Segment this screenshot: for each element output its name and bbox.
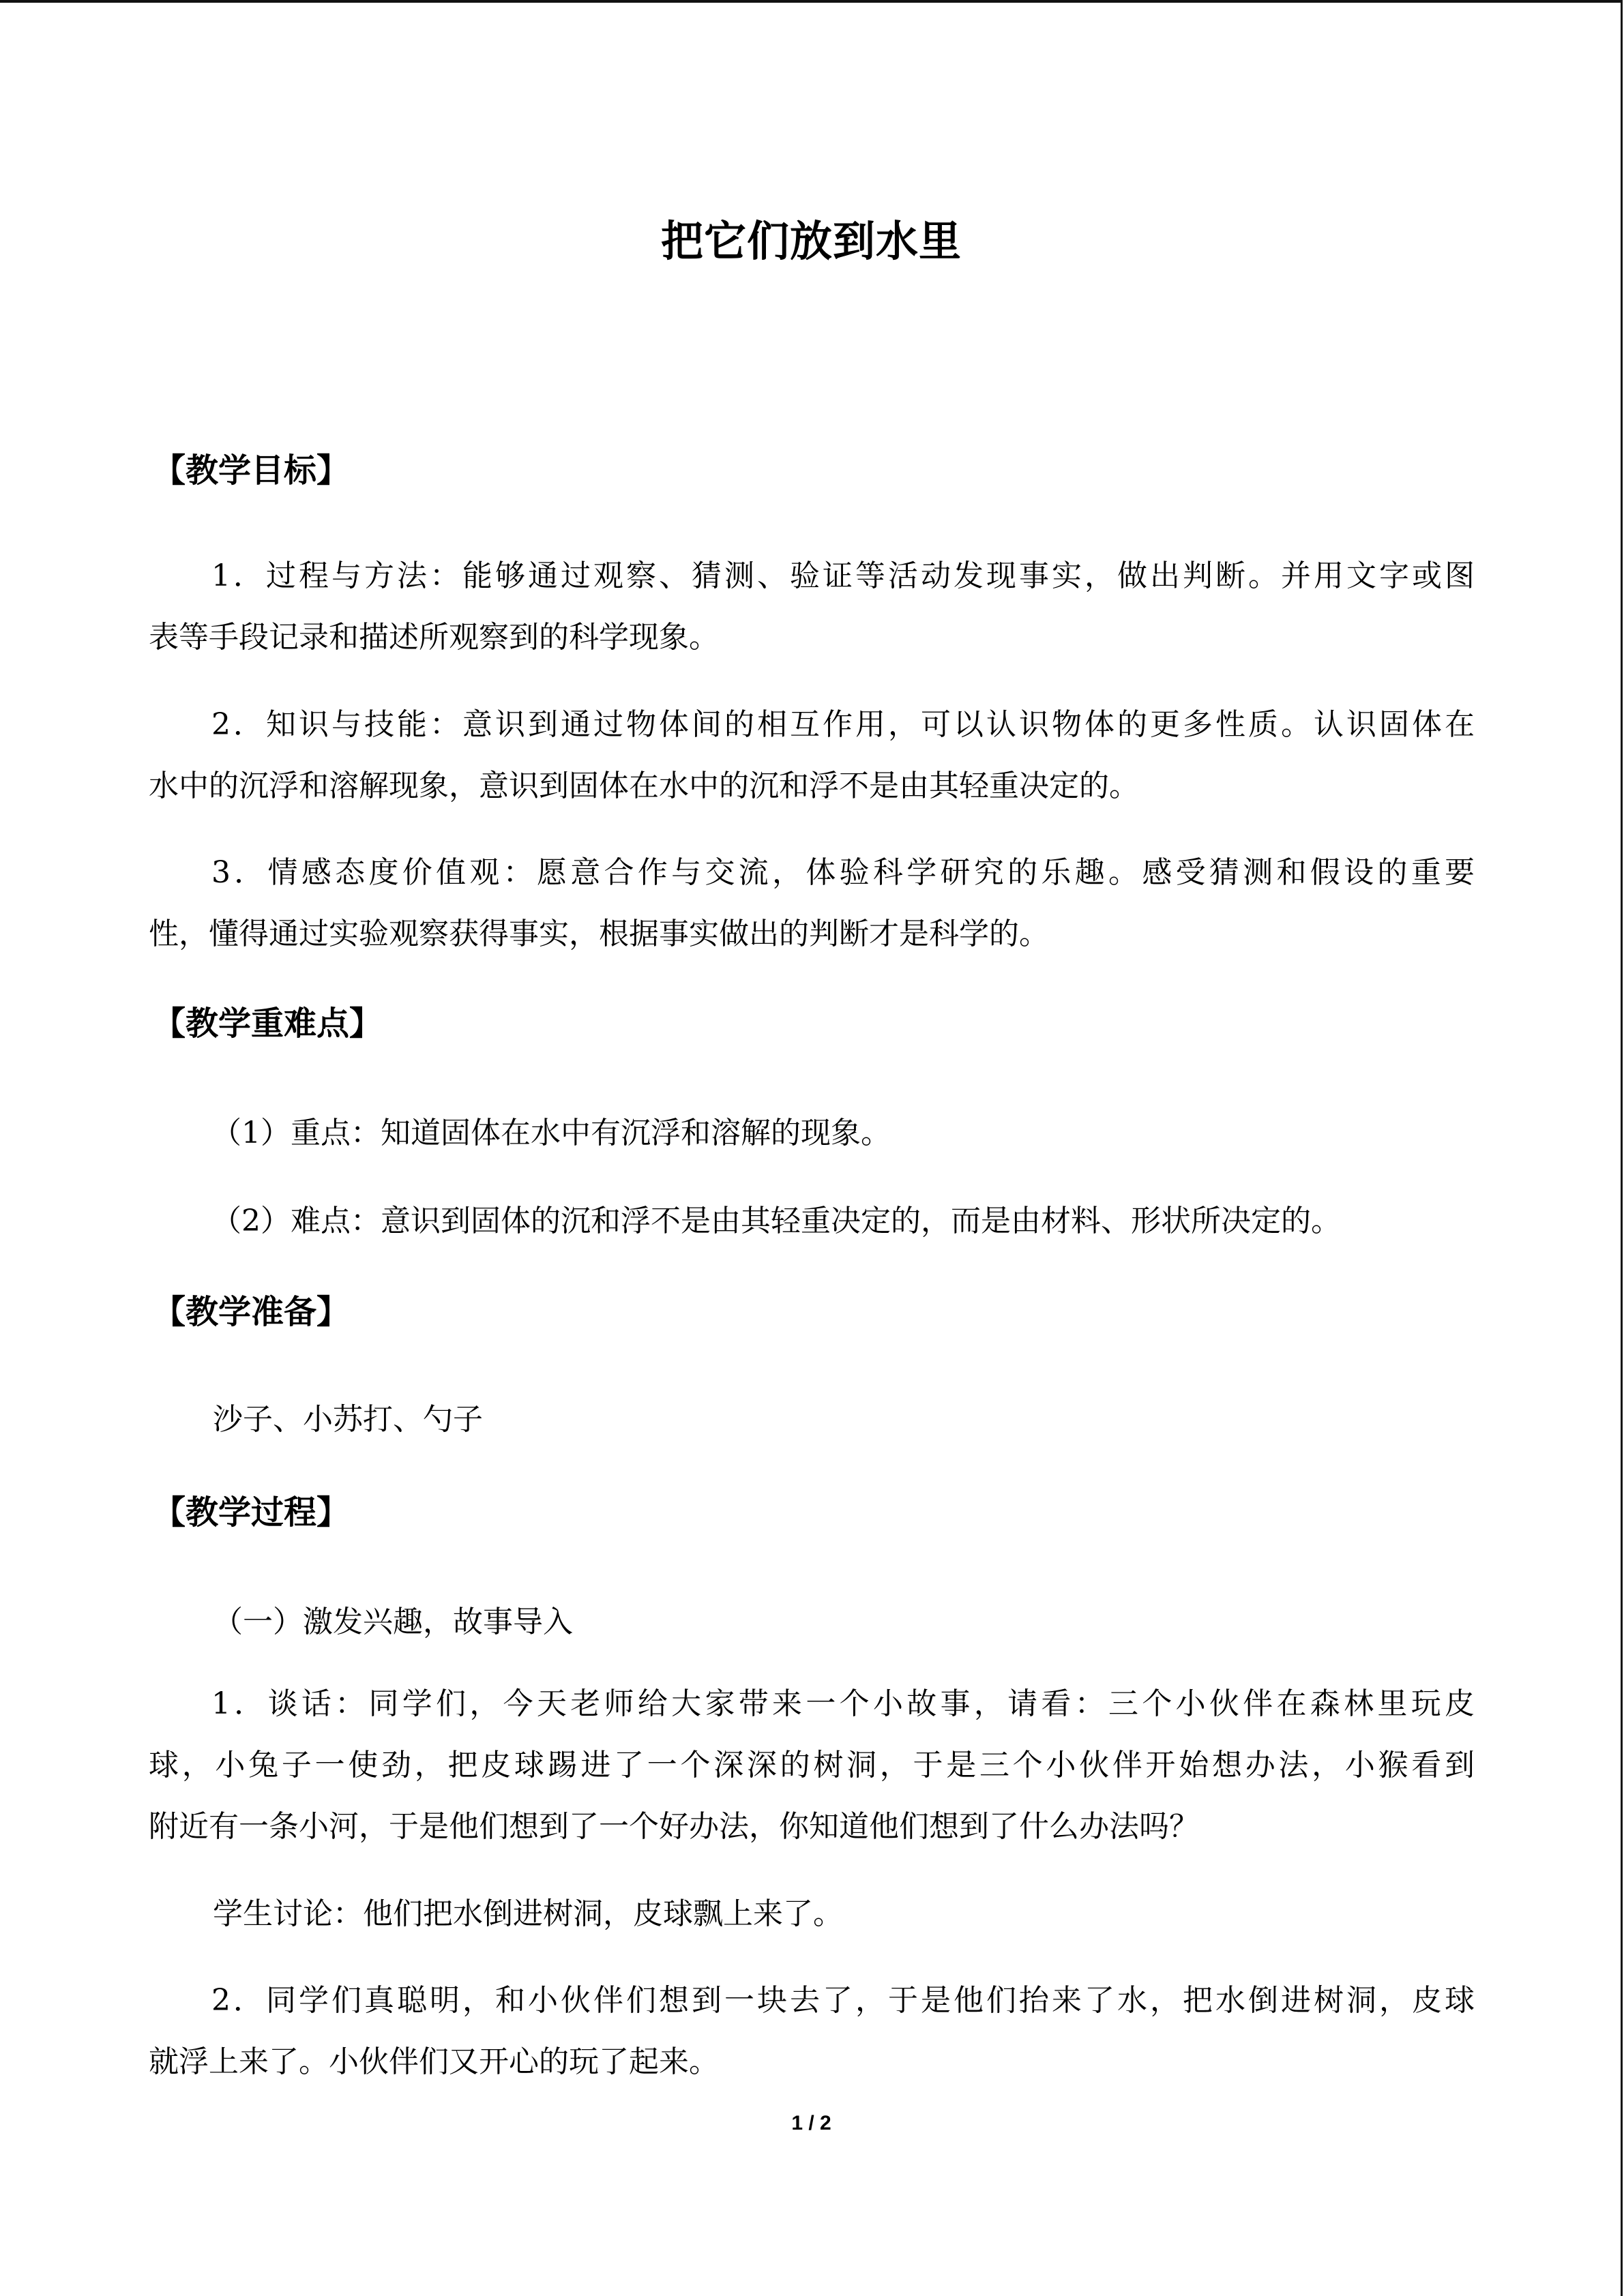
paragraph-line: 附近有一条小河，于是他们想到了一个好办法，你知道他们想到了什么办法吗？	[149, 1809, 1199, 1844]
paragraph-line: 球，小兔子一使劲，把皮球踢进了一个深深的树洞，于是三个小伙伴开始想办法，小猴看到	[149, 1748, 1475, 1783]
paragraph-line: 2．同学们真聪明，和小伙伴们想到一块去了，于是他们抬来了水，把水倒进树洞，皮球	[211, 1983, 1475, 2018]
key-point-focus: （1）重点：知道固体在水中有沉浮和溶解的现象。	[211, 1116, 891, 1150]
paragraph-line: 1．过程与方法：能够通过观察、猜测、验证等活动发现事实，做出判断。并用文字或图	[211, 558, 1475, 593]
paragraph-line: 1．谈话：同学们，今天老师给大家带来一个小故事，请看：三个小伙伴在森林里玩皮	[211, 1686, 1475, 1721]
key-point-difficulty: （2）难点：意识到固体的沉和浮不是由其轻重决定的，而是由材料、形状所决定的。	[211, 1204, 1341, 1238]
paragraph-line: 就浮上来了。小伙伴们又开心的玩了起来。	[149, 2044, 719, 2079]
page-number: 1 / 2	[791, 2112, 831, 2134]
document-title: 把它们放到水里	[660, 216, 962, 266]
preparation-materials: 沙子、小苏打、勺子	[213, 1402, 483, 1437]
process-subheading: （一）激发兴趣，故事导入	[213, 1605, 573, 1639]
paragraph-line: 水中的沉浮和溶解现象，意识到固体在水中的沉和浮不是由其轻重决定的。	[149, 769, 1139, 803]
process-paragraph-1	[149, 1673, 1475, 1858]
section-heading-key-points: 【教学重难点】	[153, 1004, 383, 1043]
process-paragraph-2	[149, 1970, 1475, 2093]
paragraph-line: 性，懂得通过实验观察获得事实，根据事实做出的判断才是科学的。	[149, 916, 1049, 951]
objective-item-2	[149, 694, 1475, 817]
section-heading-preparation: 【教学准备】	[153, 1293, 350, 1331]
process-student-discussion: 学生讨论：他们把水倒进树洞，皮球飘上来了。	[213, 1896, 843, 1931]
objective-item-3	[149, 842, 1475, 965]
section-heading-process: 【教学过程】	[153, 1493, 350, 1532]
section-heading-objectives: 【教学目标】	[153, 451, 350, 490]
paragraph-line: 3．情感态度价值观：愿意合作与交流，体验科学研究的乐趣。感受猜测和假设的重要	[211, 855, 1475, 890]
paragraph-line: 表等手段记录和描述所观察到的科学现象。	[149, 620, 719, 655]
paragraph-line: 2．知识与技能：意识到通过物体间的相互作用，可以认识物体的更多性质。认识固体在	[211, 707, 1475, 742]
objective-item-1	[149, 546, 1475, 668]
